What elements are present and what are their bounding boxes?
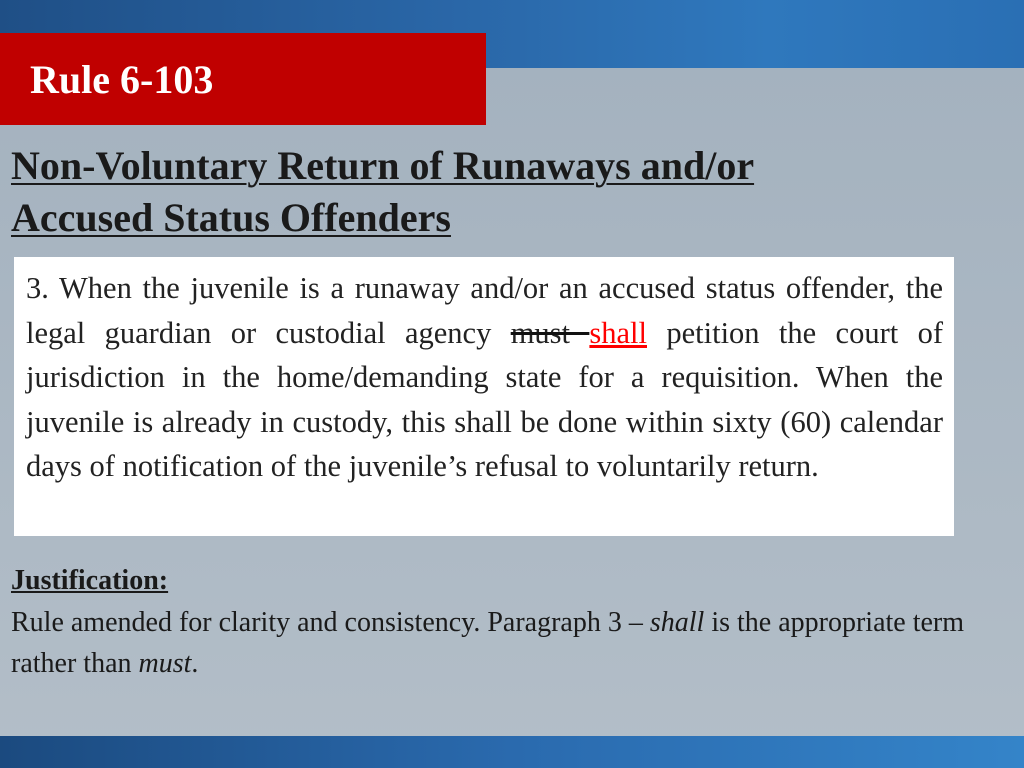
slide-title: Rule 6-103 — [30, 57, 214, 102]
inserted-word: shall — [589, 315, 647, 350]
heading-line-1: Non-Voluntary Return of Runaways and/or — [11, 143, 755, 188]
justification-text — [11, 602, 971, 684]
struck-word: must — [510, 315, 590, 350]
rule-text-before: 3. When the juvenile is a runaway and/or an accused status offender, the legal guardian or custodial agency — [26, 271, 943, 350]
rule-paragraph — [26, 266, 943, 489]
justification-part-3: . — [191, 648, 199, 679]
heading-line-2: Accused Status Offenders — [11, 195, 451, 240]
rule-heading — [11, 140, 1011, 244]
justification-label: Justification: — [11, 565, 169, 596]
justification-italic-2: must — [138, 648, 192, 679]
rule-text-box — [14, 257, 954, 536]
justification-italic-1: shall — [649, 607, 705, 638]
rule-text-after: petition the court of jurisdiction in the home/demanding state for a requisition. When the juvenile is already in custody, this shall be done within sixty (60) calendar days of notification of the juvenile’s refusal to voluntarily return. — [26, 315, 943, 483]
bottom-band — [0, 736, 1024, 768]
justification-part-2: is the appropriate term rather than — [11, 607, 965, 679]
justification-part-1: Rule amended for clarity and consistency. Paragraph 3 – — [11, 607, 650, 638]
